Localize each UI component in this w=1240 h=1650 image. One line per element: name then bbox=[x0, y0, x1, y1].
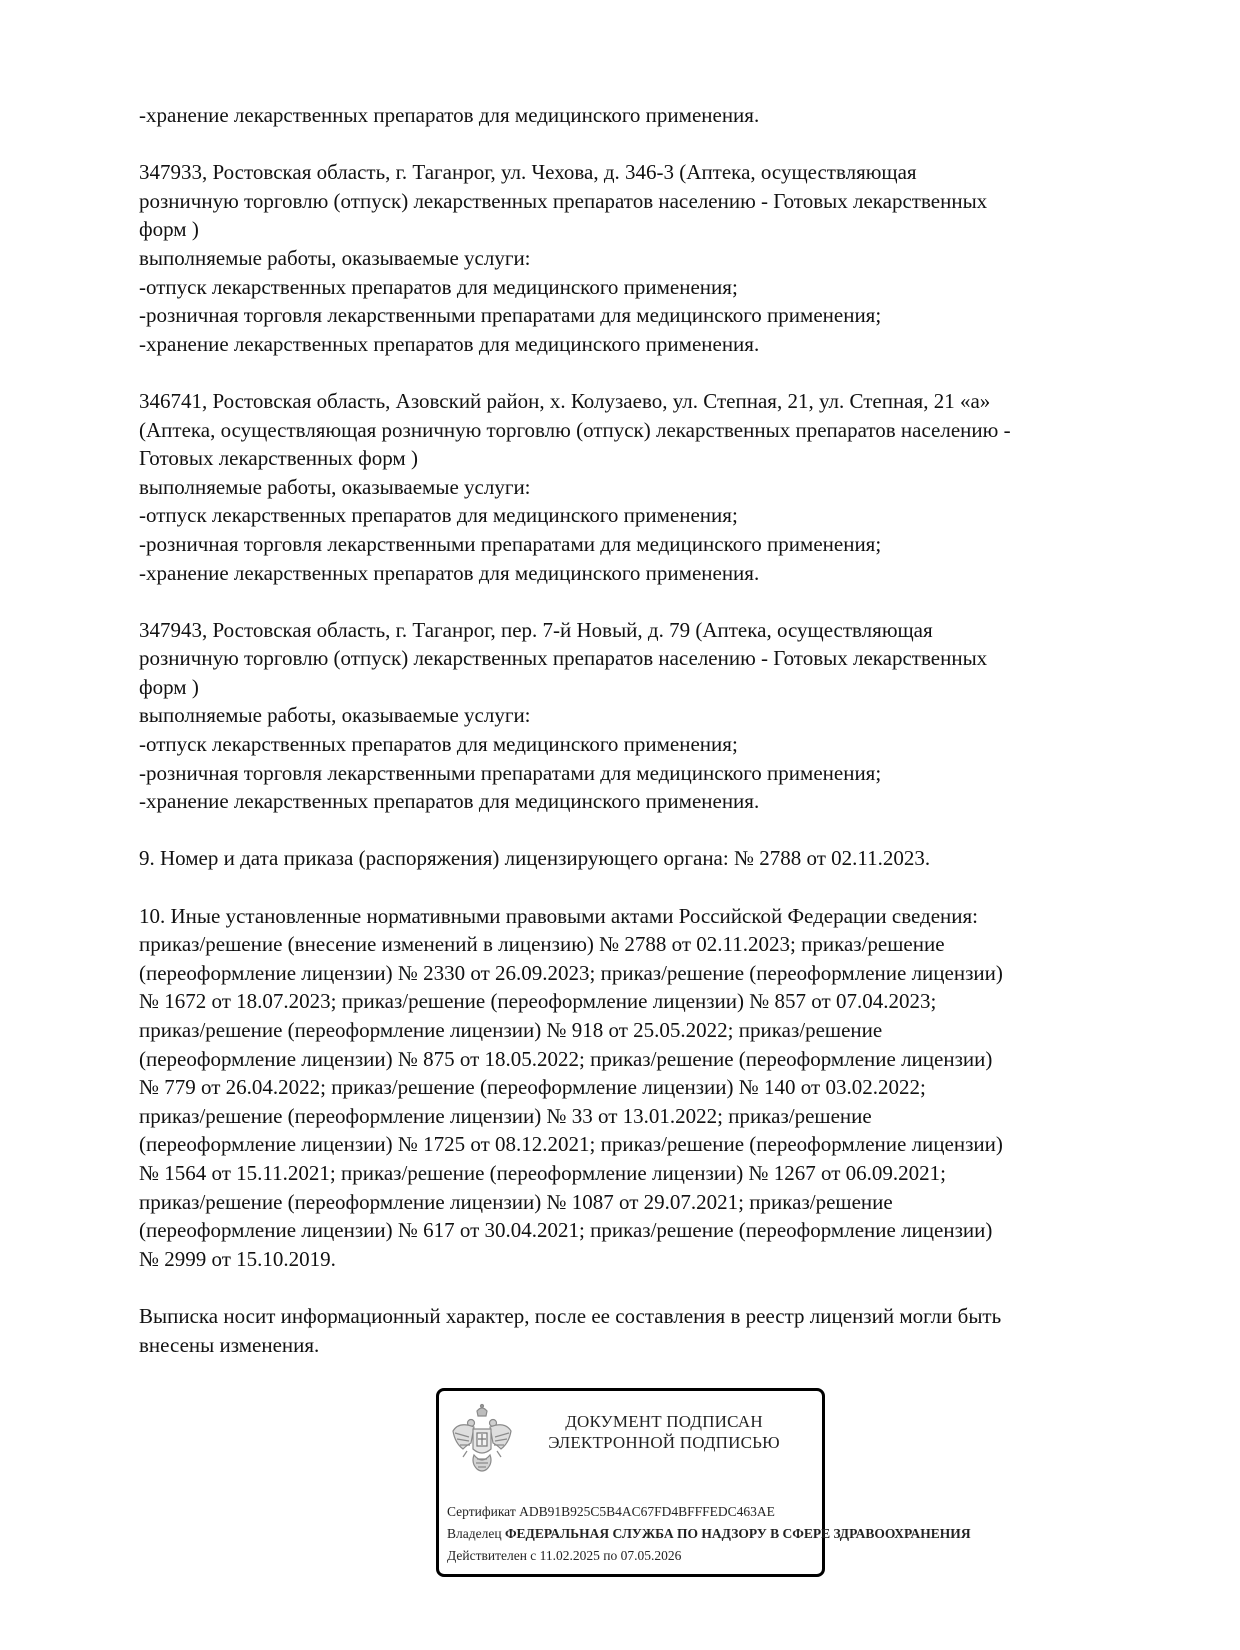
paragraph-address-347943 bbox=[139, 616, 1129, 816]
order-history-line: приказ/решение (переоформление лицензии) № 33 от 13.01.2022; приказ/решение bbox=[139, 1103, 872, 1128]
owner-value: ФЕДЕРАЛЬНАЯ СЛУЖБА ПО НАДЗОРУ В СФЕРЕ ЗДРАВООХРАНЕНИЯ bbox=[504, 1526, 971, 1541]
order-history-line: приказ/решение (переоформление лицензии) № 918 от 25.05.2022; приказ/решение bbox=[139, 1018, 883, 1042]
validity-row: Действителен с 11.02.2025 по 07.05.2026 bbox=[447, 1548, 682, 1563]
services-heading: выполняемые работы, оказываемые услуги: bbox=[139, 474, 531, 499]
certificate-row bbox=[447, 1501, 867, 1523]
order-history-line: приказ/решение (внесение изменений в лицензию) № 2788 от 02.11.2023; приказ/решение bbox=[139, 932, 945, 957]
stamp-title bbox=[529, 1411, 799, 1453]
services-heading: выполняемые работы, оказываемые услуги: bbox=[139, 245, 531, 270]
address-line: розничную торговлю (отпуск) лекарственных препаратов населению - Готовых лекарственных bbox=[139, 646, 988, 671]
order-history-line: № 1672 от 18.07.2023; приказ/решение (переоформление лицензии) № 857 от 07.04.2023; bbox=[139, 989, 937, 1014]
service-item: -хранение лекарственных препаратов для медицинского применения. bbox=[139, 560, 760, 585]
certificate-label: Сертификат bbox=[447, 1504, 516, 1519]
owner-label: Владелец bbox=[447, 1526, 502, 1541]
order-history-line: № 2999 от 15.10.2019. bbox=[139, 1246, 336, 1271]
order-history-line: приказ/решение (переоформление лицензии) № 1087 от 29.07.2021; приказ/решение bbox=[139, 1189, 893, 1214]
paragraph-address-346741 bbox=[139, 387, 1129, 587]
coat-of-arms-eagle-icon bbox=[449, 1403, 515, 1479]
address-line: 347933, Ростовская область, г. Таганрог, ул. Чехова, д. 346-3 (Аптека, осуществляющая bbox=[139, 160, 917, 185]
text-line: Выписка носит информационный характер, после ее составления в реестр лицензий могли быть bbox=[139, 1303, 1002, 1328]
address-line: форм ) bbox=[139, 217, 199, 242]
stamp-title-line: ДОКУМЕНТ ПОДПИСАН bbox=[565, 1412, 763, 1431]
owner-row bbox=[447, 1523, 971, 1545]
address-line: (Аптека, осуществляющая розничную торговлю (отпуск) лекарственных препаратов населению - bbox=[139, 417, 1011, 442]
services-heading: выполняемые работы, оказываемые услуги: bbox=[139, 703, 531, 728]
service-item: -розничная торговля лекарственными препаратами для медицинского применения; bbox=[139, 760, 882, 785]
address-line: форм ) bbox=[139, 674, 199, 699]
order-history-line: № 779 от 26.04.2022; приказ/решение (переоформление лицензии) № 140 от 03.02.2022; bbox=[139, 1075, 926, 1100]
address-line: Готовых лекарственных форм ) bbox=[139, 446, 418, 471]
text-line: 9. Номер и дата приказа (распоряжения) лицензирующего органа: № 2788 от 02.11.2023. bbox=[139, 846, 931, 871]
service-item: -розничная торговля лекарственными препаратами для медицинского применения; bbox=[139, 303, 882, 328]
stamp-details bbox=[447, 1501, 971, 1567]
service-item: -отпуск лекарственных препаратов для медицинского применения; bbox=[139, 732, 738, 757]
service-item: -отпуск лекарственных препаратов для медицинского применения; bbox=[139, 274, 738, 299]
electronic-signature-stamp bbox=[436, 1388, 971, 1577]
stamp-title-line: ЭЛЕКТРОННОЙ ПОДПИСЬЮ bbox=[548, 1433, 780, 1452]
order-history-line: № 1564 от 15.11.2021; приказ/решение (переоформление лицензии) № 1267 от 06.09.2021; bbox=[139, 1160, 947, 1185]
section-9-order-number bbox=[139, 844, 1129, 873]
order-history-line: (переоформление лицензии) № 875 от 18.05.2022; приказ/решение (переоформление лицензии) bbox=[139, 1046, 993, 1071]
document-body bbox=[139, 101, 1129, 1359]
paragraph-address-347933 bbox=[139, 158, 1129, 358]
service-item: -хранение лекарственных препаратов для медицинского применения. bbox=[139, 789, 760, 814]
text-line: -хранение лекарственных препаратов для медицинского применения. bbox=[139, 103, 760, 127]
order-history-line: (переоформление лицензии) № 617 от 30.04.2021; приказ/решение (переоформление лицензии) bbox=[139, 1218, 993, 1243]
service-item: -отпуск лекарственных препаратов для медицинского применения; bbox=[139, 503, 738, 528]
service-item: -розничная торговля лекарственными препаратами для медицинского применения; bbox=[139, 531, 882, 556]
service-item: -хранение лекарственных препаратов для медицинского применения. bbox=[139, 331, 760, 356]
address-line: 346741, Ростовская область, Азовский район, х. Колузаево, ул. Степная, 21, ул. Степная, 21 «а» bbox=[139, 388, 991, 413]
address-line: розничную торговлю (отпуск) лекарственных препаратов населению - Готовых лекарственных bbox=[139, 188, 988, 213]
disclaimer bbox=[139, 1302, 1129, 1359]
section-heading: 10. Иные установленные нормативными правовыми актами Российской Федерации сведения: bbox=[139, 903, 979, 928]
order-history-line: (переоформление лицензии) № 2330 от 26.09.2023; приказ/решение (переоформление лицензии) bbox=[139, 960, 1003, 985]
certificate-value: ADB91B925C5B4AC67FD4BFFFEDC463AE bbox=[519, 1504, 775, 1519]
paragraph-storage-tail bbox=[139, 101, 1129, 130]
section-10-other-info bbox=[139, 902, 1129, 1274]
order-history-line: (переоформление лицензии) № 1725 от 08.12.2021; приказ/решение (переоформление лицензии) bbox=[139, 1132, 1003, 1157]
address-line: 347943, Ростовская область, г. Таганрог, пер. 7-й Новый, д. 79 (Аптека, осуществляющая bbox=[139, 617, 933, 642]
text-line: внесены изменения. bbox=[139, 1332, 320, 1357]
